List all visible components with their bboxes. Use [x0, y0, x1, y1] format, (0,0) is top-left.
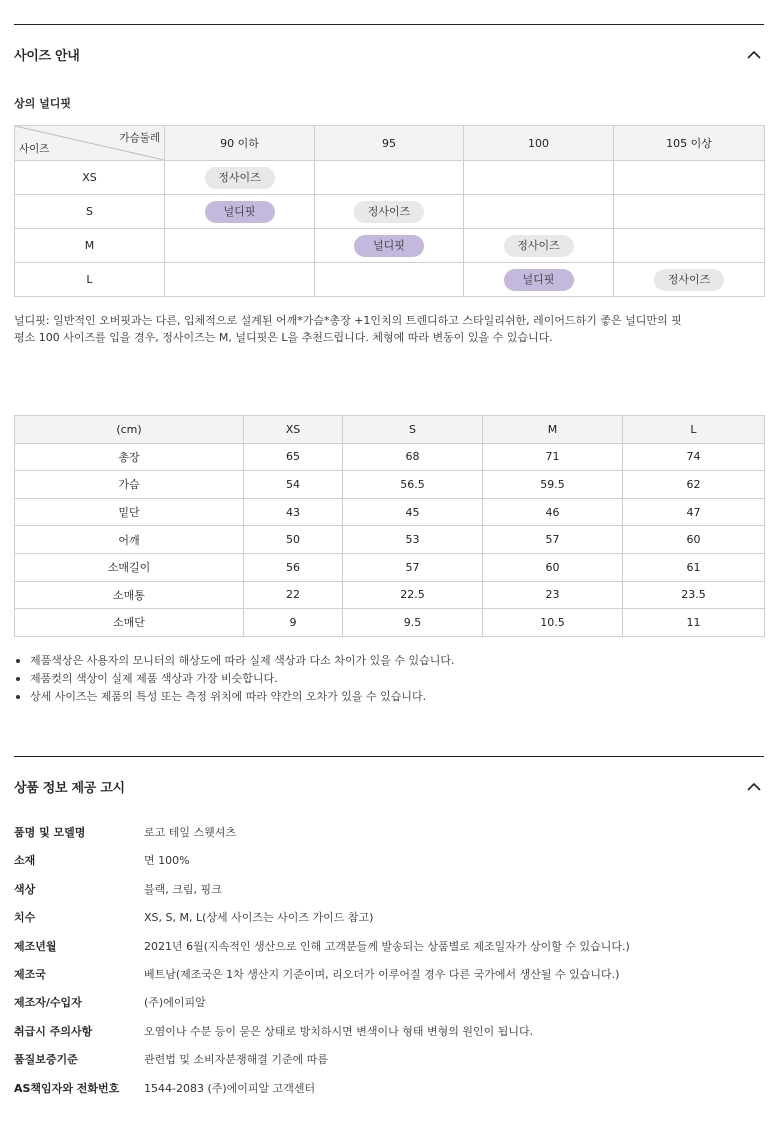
notice-item: 제품컷의 색상이 실제 제품 색상과 가장 비슷합니다. — [14, 670, 455, 688]
measure-value: 22 — [244, 581, 343, 609]
fit-cell — [315, 263, 464, 297]
fit-table — [14, 125, 765, 297]
product-info-value: (주)에이피알 — [144, 996, 206, 1010]
product-info-row — [14, 1021, 764, 1041]
product-info-row — [14, 907, 764, 927]
measure-value: 43 — [244, 498, 343, 526]
fit-cell — [614, 161, 765, 195]
fit-cell — [315, 161, 464, 195]
regular-fit-badge: 정사이즈 — [654, 269, 724, 291]
fit-col-header: 95 — [315, 126, 464, 161]
measure-value: 59.5 — [483, 471, 623, 499]
measure-value: 45 — [343, 498, 483, 526]
section-divider — [14, 24, 764, 25]
product-info-row — [14, 879, 764, 899]
fit-cell — [614, 195, 765, 229]
product-info-label: 품질보증기준 — [14, 1053, 78, 1067]
measure-value: 62 — [623, 471, 765, 499]
measure-col-header: S — [343, 416, 483, 444]
product-info-row — [14, 1078, 764, 1098]
product-info-label: 제조자/수입자 — [14, 996, 82, 1010]
product-info-value: 관련법 및 소비자분쟁해결 기준에 따름 — [144, 1053, 329, 1067]
fit-row — [15, 195, 765, 229]
fit-col-header: 100 — [464, 126, 614, 161]
measure-value: 74 — [623, 443, 765, 471]
fit-row — [15, 161, 765, 195]
measure-value: 46 — [483, 498, 623, 526]
measure-row — [15, 443, 765, 471]
measure-value: 60 — [483, 553, 623, 581]
regular-fit-badge: 정사이즈 — [354, 201, 424, 223]
measure-col-header: XS — [244, 416, 343, 444]
fit-cell — [165, 263, 315, 297]
product-info-value: 베트남(제조국은 1차 생산지 기준이며, 리오더가 이루어질 경우 다른 국가에서 생산될 수 있습니다.) — [144, 968, 620, 981]
fit-cell — [165, 195, 315, 229]
fit-cell — [464, 229, 614, 263]
product-info-row — [14, 936, 764, 956]
measure-row-label: 총장 — [15, 443, 244, 471]
measure-value: 47 — [623, 498, 765, 526]
measure-col-header: L — [623, 416, 765, 444]
measure-row — [15, 609, 765, 637]
chevron-up-icon[interactable] — [744, 776, 764, 796]
measure-row-label: 소매통 — [15, 581, 244, 609]
regular-fit-badge: 정사이즈 — [504, 235, 574, 257]
measure-row-label: 소매단 — [15, 609, 244, 637]
fit-note-line1: 널디핏: 일반적인 오버핏과는 다른, 입체적으로 설계된 어깨*가슴*총장 +1인치의 트렌디하고 스타일리쉬한, 레이어드하기 좋은 널디만의 핏 — [14, 314, 682, 327]
size-guide-title: 사이즈 안내 — [14, 48, 80, 64]
measure-value: 50 — [244, 526, 343, 554]
measure-row-label: 밑단 — [15, 498, 244, 526]
measure-value: 56 — [244, 553, 343, 581]
product-info-row — [14, 992, 764, 1012]
measure-value: 22.5 — [343, 581, 483, 609]
fit-col-header: 90 이하 — [165, 126, 315, 161]
measure-col-header: (cm) — [15, 416, 244, 444]
product-info-row — [14, 1049, 764, 1069]
measure-value: 71 — [483, 443, 623, 471]
measure-value: 9.5 — [343, 609, 483, 637]
measure-row — [15, 498, 765, 526]
fit-row — [15, 263, 765, 297]
product-info-label: 치수 — [14, 911, 36, 925]
measure-col-header: M — [483, 416, 623, 444]
fit-cell — [614, 229, 765, 263]
fit-cell — [165, 161, 315, 195]
measure-value: 23 — [483, 581, 623, 609]
measure-value: 68 — [343, 443, 483, 471]
product-info-label: 제조국 — [14, 968, 46, 981]
measure-value: 60 — [623, 526, 765, 554]
measure-value: 61 — [623, 553, 765, 581]
measure-row — [15, 471, 765, 499]
fit-row-size: L — [15, 263, 165, 297]
measure-value: 57 — [483, 526, 623, 554]
loose-fit-badge: 널디핏 — [504, 269, 574, 291]
product-info-value: 1544-2083 (주)에이피알 고객센터 — [144, 1081, 316, 1095]
product-info-row — [14, 850, 764, 870]
product-info-value: 2021년 6월(지속적인 생산으로 인해 고객분들께 발송되는 상품별로 제조일자가 상이할 수 있습니다.) — [144, 939, 630, 953]
regular-fit-badge: 정사이즈 — [205, 167, 275, 189]
fit-subtitle: 상의 널디핏 — [14, 97, 71, 110]
fit-cell — [464, 263, 614, 297]
measure-row-label: 소매길이 — [15, 553, 244, 581]
measure-value: 53 — [343, 526, 483, 554]
fit-cell — [614, 263, 765, 297]
product-info-value: 오염이나 수분 등이 묻은 상태로 방치하시면 변색이나 형태 변형의 원인이 됩니다. — [144, 1024, 534, 1038]
measure-value: 11 — [623, 609, 765, 637]
measure-row-label: 가슴 — [15, 471, 244, 499]
product-info-label: 제조년월 — [14, 939, 57, 953]
fit-cell — [315, 195, 464, 229]
measure-value: 54 — [244, 471, 343, 499]
notice-item: 제품색상은 사용자의 모니터의 해상도에 따라 실제 색상과 다소 차이가 있을 수 있습니다. — [14, 652, 455, 670]
product-info-value: 블랙, 크림, 핑크 — [144, 882, 222, 896]
measure-table — [14, 415, 765, 637]
product-info-label: 소재 — [14, 854, 36, 868]
product-info-label: 색상 — [14, 882, 36, 896]
fit-cell — [464, 161, 614, 195]
product-info-header[interactable] — [14, 776, 764, 796]
measure-value: 65 — [244, 443, 343, 471]
fit-cell — [165, 229, 315, 263]
product-info-value: XS, S, M, L(상세 사이즈는 사이즈 가이드 참고) — [144, 911, 374, 925]
measure-row-label: 어깨 — [15, 526, 244, 554]
product-info-value: 면 100% — [144, 854, 190, 868]
product-info-row — [14, 822, 764, 842]
measure-value: 57 — [343, 553, 483, 581]
fit-cell — [464, 195, 614, 229]
corner-size-label: 사이즈 — [19, 143, 50, 155]
fit-table-corner — [15, 126, 165, 161]
product-info-label: AS책임자와 전화번호 — [14, 1081, 120, 1095]
loose-fit-badge: 널디핏 — [354, 235, 424, 257]
notice-list — [14, 652, 455, 706]
measure-value: 10.5 — [483, 609, 623, 637]
fit-cell — [315, 229, 464, 263]
product-info-label: 취급시 주의사항 — [14, 1024, 93, 1038]
measure-row — [15, 581, 765, 609]
measure-value: 56.5 — [343, 471, 483, 499]
product-info-value: 로고 테잎 스웻셔츠 — [144, 826, 237, 839]
product-info-label: 품명 및 모델명 — [14, 826, 86, 839]
fit-col-header: 105 이상 — [614, 126, 765, 161]
loose-fit-badge: 널디핏 — [205, 201, 275, 223]
chevron-up-icon[interactable] — [744, 44, 764, 64]
measure-value: 9 — [244, 609, 343, 637]
notice-item: 상세 사이즈는 제품의 특성 또는 측정 위치에 따라 약간의 오차가 있을 수 있습니다. — [14, 688, 455, 706]
size-guide-header[interactable] — [14, 44, 764, 64]
product-info-row — [14, 964, 764, 984]
fit-row — [15, 229, 765, 263]
fit-row-size: XS — [15, 161, 165, 195]
corner-chest-label: 가슴둘레 — [119, 132, 160, 144]
fit-note-line2: 평소 100 사이즈를 입을 경우, 정사이즈는 M, 널디핏은 L을 추천드립니다. 체형에 따라 변동이 있을 수 있습니다. — [14, 331, 553, 344]
section-divider — [14, 756, 764, 757]
measure-row — [15, 553, 765, 581]
measure-row — [15, 526, 765, 554]
product-info-title: 상품 정보 제공 고시 — [14, 780, 125, 796]
fit-row-size: M — [15, 229, 165, 263]
measure-value: 23.5 — [623, 581, 765, 609]
fit-row-size: S — [15, 195, 165, 229]
